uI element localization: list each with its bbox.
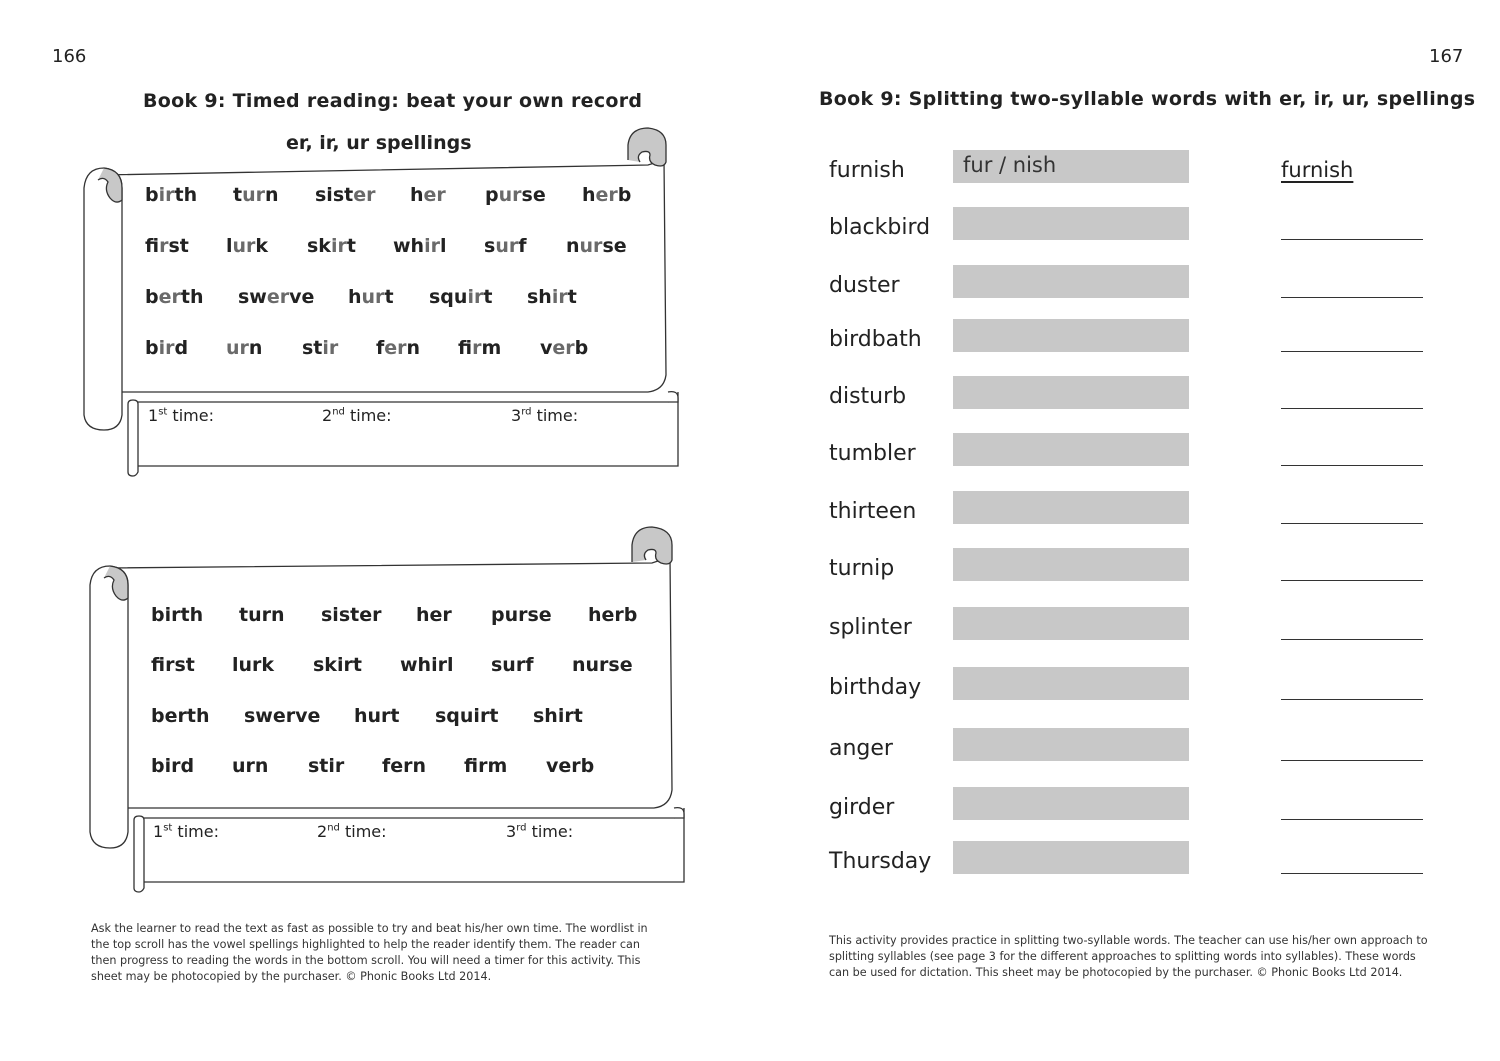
top-scroll-word: bird <box>145 337 189 359</box>
split-word-label: birdbath <box>829 327 922 352</box>
answer-write-line[interactable] <box>1281 873 1423 874</box>
split-answer-box[interactable] <box>953 548 1189 581</box>
bottom-scroll-top-curl <box>632 527 672 564</box>
bottom-timer-1: 1st time: <box>153 822 219 841</box>
bottom-scroll-left-roll <box>90 566 128 848</box>
answer-write-line[interactable] <box>1281 465 1423 466</box>
top-scroll-word: first <box>145 235 189 257</box>
right-page-number: 167 <box>1429 46 1464 67</box>
top-scroll-word: nurse <box>566 235 627 257</box>
left-page-number: 166 <box>52 46 87 67</box>
answer-write-line[interactable] <box>1281 760 1423 761</box>
top-timer-2: 2nd time: <box>322 406 392 425</box>
split-word-label: girder <box>829 795 895 820</box>
split-word-label: Thursday <box>829 849 932 874</box>
bottom-scroll-word: urn <box>232 755 269 777</box>
split-answer-box[interactable] <box>953 787 1189 820</box>
split-answer-box[interactable] <box>953 319 1189 352</box>
split-word-label: thirteen <box>829 499 917 524</box>
bottom-scroll-word: bird <box>151 755 195 777</box>
answer-example-text: furnish <box>1281 158 1354 182</box>
split-answer-box[interactable] <box>953 265 1189 298</box>
top-scroll-left-roll <box>84 168 122 430</box>
bottom-scroll-word: whirl <box>400 654 454 676</box>
top-scroll-word: lurk <box>226 235 269 257</box>
left-page-instructions: Ask the learner to read the text as fast as possible to try and beat his/her own time. The wordlist in the top scroll has the vowel spellings highlighted to help the reader identify them. The reader can then progress to reading the words in the bottom scroll. You will need a timer for this activity. This sheet may be photocopied by the purchaser. © Phonic Books Ltd 2014. <box>91 922 648 983</box>
split-answer-box[interactable] <box>953 433 1189 466</box>
bottom-scroll-word: surf <box>491 654 534 676</box>
split-answer-box[interactable] <box>953 728 1189 761</box>
top-scroll-word: swerve <box>238 286 315 308</box>
top-scroll-word: verb <box>540 337 589 359</box>
left-page-subtitle: er, ir, ur spellings <box>286 132 472 154</box>
bottom-scroll-word: first <box>151 654 195 676</box>
answer-write-line[interactable] <box>1281 351 1423 352</box>
bottom-scroll-word: turn <box>239 604 285 626</box>
split-example-text: fur / nish <box>963 153 1057 177</box>
bottom-scroll-word: swerve <box>244 705 321 727</box>
top-scroll-top-curl <box>628 128 666 166</box>
answer-write-line[interactable] <box>1281 297 1423 298</box>
split-word-label: birthday <box>829 675 922 700</box>
right-page-instructions: This activity provides practice in splitting two-syllable words. The teacher can use his/her own approach to splitting syllables (see page 3 for the different approaches to splitting words into syllables). These words can be used for dictation. This sheet may be photocopied by the purchaser. © Phonic Books Ltd 2014. <box>829 934 1428 979</box>
top-scroll-word: her <box>410 184 446 206</box>
top-scroll-word: berth <box>145 286 204 308</box>
top-scroll-word: birth <box>145 184 198 206</box>
answer-write-line[interactable] <box>1281 523 1423 524</box>
bottom-scroll-word: verb <box>546 755 595 777</box>
split-answer-box[interactable] <box>953 841 1189 874</box>
bottom-scroll-word: skirt <box>313 654 362 676</box>
top-scroll-word: firm <box>458 337 502 359</box>
split-word-label: blackbird <box>829 215 931 240</box>
split-word-label: splinter <box>829 615 912 640</box>
top-scroll-word: urn <box>226 337 263 359</box>
top-scroll-word: hurt <box>348 286 394 308</box>
top-scroll-word: whirl <box>393 235 447 257</box>
top-scroll-timer-end <box>668 392 678 402</box>
bottom-scroll-word: squirt <box>435 705 499 727</box>
bottom-scroll-word: fern <box>382 755 427 777</box>
bottom-scroll-word: shirt <box>533 705 583 727</box>
top-scroll-word: squirt <box>429 286 493 308</box>
top-timer-3: 3rd time: <box>511 406 579 425</box>
bottom-scroll-word: lurk <box>232 654 275 676</box>
bottom-scroll-word: birth <box>151 604 204 626</box>
answer-write-line[interactable] <box>1281 639 1423 640</box>
bottom-scroll-word: purse <box>491 604 552 626</box>
right-page-title: Book 9: Splitting two-syllable words with er, ir, ur, spellings <box>819 88 1476 110</box>
bottom-scroll-word: herb <box>588 604 638 626</box>
split-answer-box[interactable] <box>953 376 1189 409</box>
split-answer-box[interactable] <box>953 207 1189 240</box>
top-scroll-word: purse <box>485 184 546 206</box>
top-scroll-timer-strip <box>130 392 678 466</box>
bottom-scroll-word: her <box>416 604 452 626</box>
bottom-timer-2: 2nd time: <box>317 822 387 841</box>
top-scroll-word: skirt <box>307 235 356 257</box>
split-word-label: disturb <box>829 384 907 409</box>
answer-write-line[interactable] <box>1281 580 1423 581</box>
split-word-label: duster <box>829 273 900 298</box>
bottom-scroll-word: nurse <box>572 654 633 676</box>
top-scroll-word: surf <box>484 235 527 257</box>
split-word-label: anger <box>829 736 893 761</box>
split-answer-box[interactable] <box>953 491 1189 524</box>
top-scroll-word: herb <box>582 184 632 206</box>
split-answer-box[interactable] <box>953 667 1189 700</box>
top-scroll-word: turn <box>233 184 279 206</box>
bottom-scroll-timer-end <box>674 808 684 818</box>
bottom-scroll-word: stir <box>308 755 345 777</box>
bottom-scroll-timer-strip <box>136 808 684 882</box>
split-word-label: tumbler <box>829 441 916 466</box>
top-scroll-timer-roll <box>128 400 138 476</box>
answer-write-line[interactable] <box>1281 239 1423 240</box>
top-scroll-word: fern <box>376 337 421 359</box>
answer-write-line[interactable] <box>1281 699 1423 700</box>
answer-write-line[interactable] <box>1281 819 1423 820</box>
top-scroll-word: stir <box>302 337 339 359</box>
bottom-scroll-word: berth <box>151 705 210 727</box>
top-scroll-word: shirt <box>527 286 577 308</box>
split-word-label: turnip <box>829 556 895 581</box>
top-timer-1: 1st time: <box>148 406 214 425</box>
bottom-scroll-word: hurt <box>354 705 400 727</box>
top-scroll-word: sister <box>315 184 376 206</box>
left-page-title: Book 9: Timed reading: beat your own record <box>143 90 643 112</box>
bottom-scroll-timer-roll <box>134 816 144 892</box>
split-answer-box[interactable] <box>953 150 1189 183</box>
bottom-scroll-word: firm <box>464 755 508 777</box>
answer-write-line[interactable] <box>1281 408 1423 409</box>
split-word-label: furnish <box>829 158 905 183</box>
bottom-scroll-word: sister <box>321 604 382 626</box>
split-answer-box[interactable] <box>953 607 1189 640</box>
bottom-timer-3: 3rd time: <box>506 822 574 841</box>
